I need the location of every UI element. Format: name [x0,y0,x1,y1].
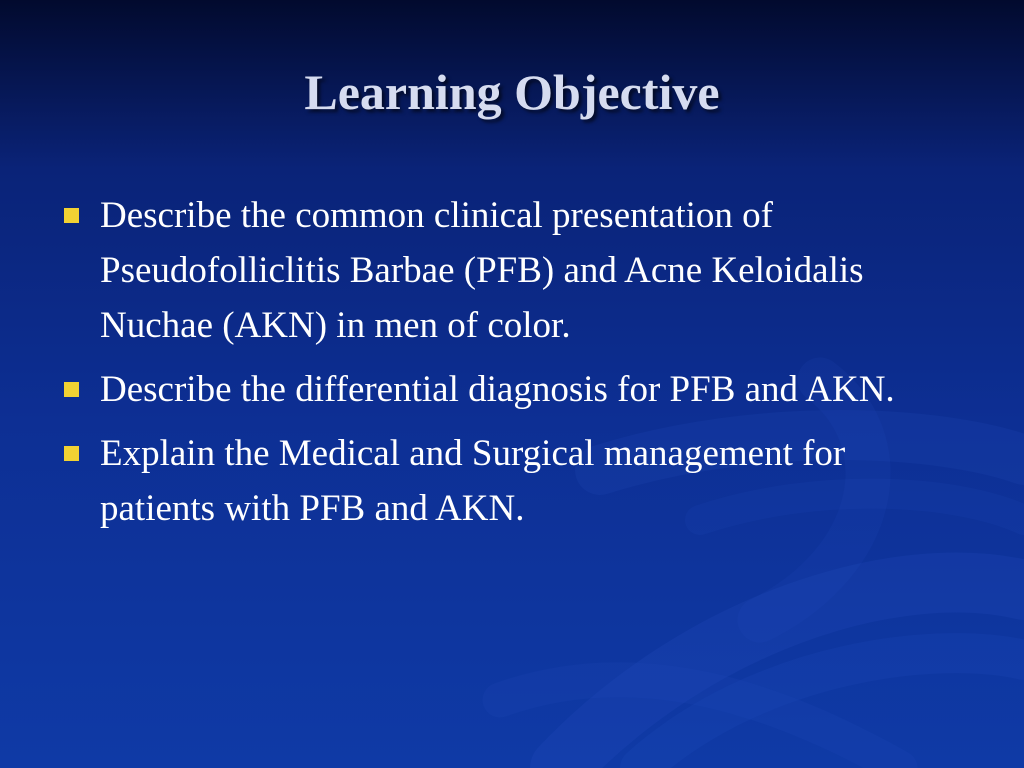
bullet-item [60,188,940,353]
square-bullet-icon [64,208,79,223]
bullet-text: Explain the Medical and Surgical management for patients with PFB and AKN. [100,433,846,529]
slide-title: Learning Objective [304,64,720,120]
bullet-item [60,362,940,417]
bullet-list [60,188,940,545]
bullet-text: Describe the common clinical presentation of Pseudofolliclitis Barbae (PFB) and Acne Keloidalis Nuchae (AKN) in men of color. [100,195,864,346]
bullet-text: Describe the differential diagnosis for PFB and AKN. [100,369,895,410]
bullet-item [60,426,940,536]
square-bullet-icon [64,382,79,397]
square-bullet-icon [64,446,79,461]
